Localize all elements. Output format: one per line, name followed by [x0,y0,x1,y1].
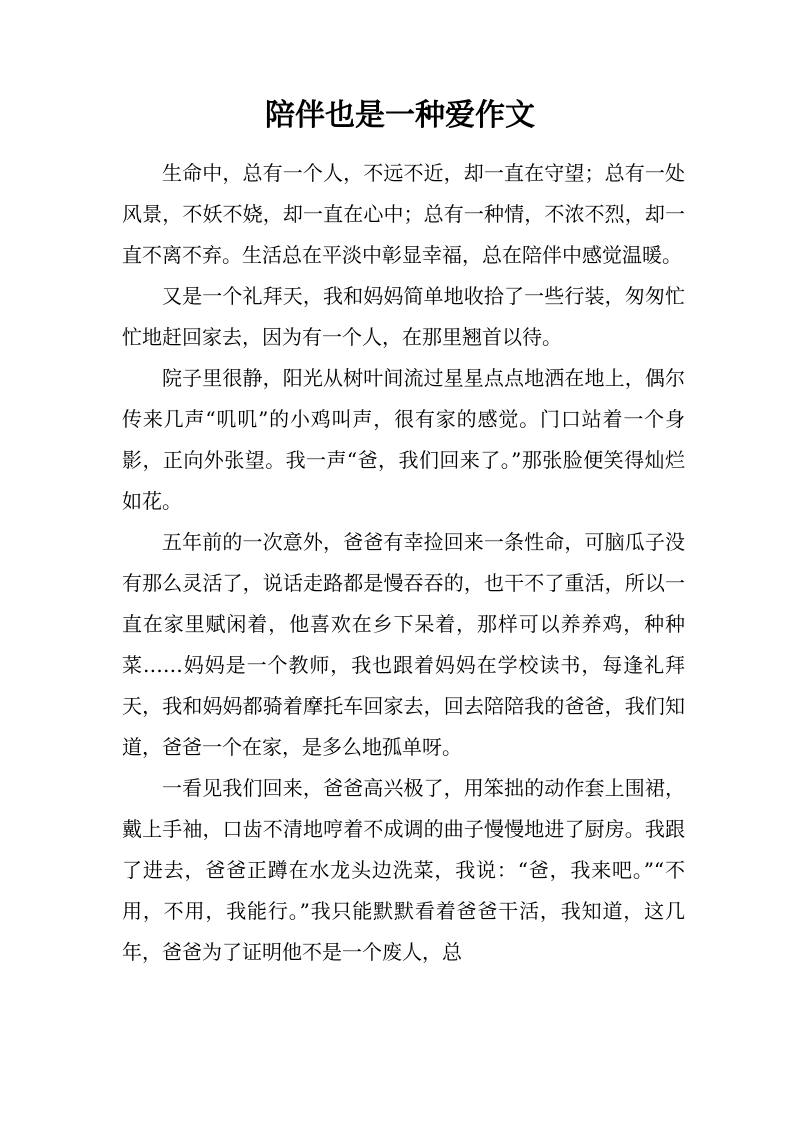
document-body [122,153,685,973]
paragraph: 生命中，总有一个人，不远不近，却一直在守望；总有一处风景，不妖不娆，却一直在心中；总有一种情，不浓不烈，却一直不离不弃。生活总在平淡中彰显幸福，总在陪伴中感觉温暖。 [122,161,685,267]
paragraph: 又是一个礼拜天，我和妈妈简单地收拾了一些行装，匆匆忙忙地赶回家去，因为有一个人，在那里翘首以待。 [122,284,685,349]
paragraph: 一看见我们回来，爸爸高兴极了，用笨拙的动作套上围裙，戴上手袖，口齿不清地哼着不成调的曲子慢慢地进了厨房。我跟了进去，爸爸正蹲在水龙头边洗菜，我说：“爸，我来吧。”“不用，不用，我能行。”我只能默默看着爸爸干活，我知道，这几年，爸爸为了证明他不是一个废人，总 [122,776,685,964]
paragraph: 五年前的一次意外，爸爸有幸捡回来一条性命，可脑瓜子没有那么灵活了，说话走路都是慢吞吞的，也干不了重活，所以一直在家里赋闲着，他喜欢在乡下呆着，那样可以养养鸡，种种菜……妈妈是一个教师，我也跟着妈妈在学校读书，每逢礼拜天，我和妈妈都骑着摩托车回家去，回去陪陪我的爸爸，我们知道，爸爸一个在家，是多么地孤单呀。 [122,530,685,759]
document-title: 陪伴也是一种爱作文 [265,98,535,133]
paragraph: 院子里很静，阳光从树叶间流过星星点点地洒在地上，偶尔传来几声“叽叽”的小鸡叫声，很有家的感觉。门口站着一个身影，正向外张望。我一声“爸，我们回来了。”那张脸便笑得灿烂如花。 [122,366,685,513]
